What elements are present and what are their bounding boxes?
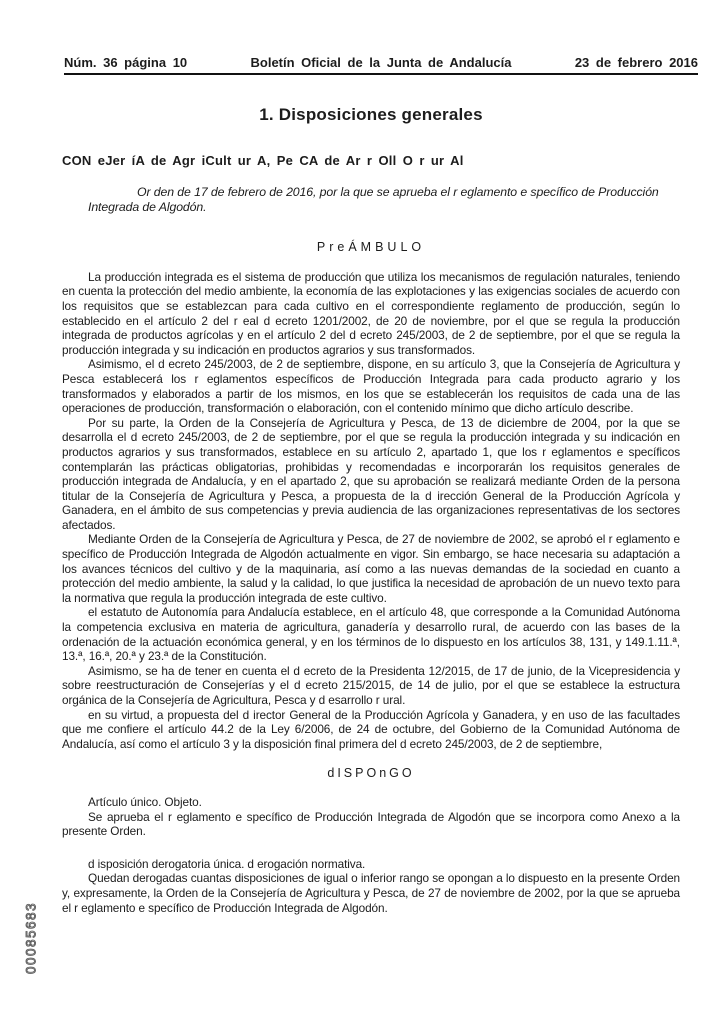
document-body (62, 105, 680, 915)
derogatory-body: Quedan derogadas cuantas disposiciones de igual o inferior rango se opongan a lo dispuesto en la presente Orden y, expresamente, la Orden de la Consejería de Agricultura y Pesca, de 27 de noviembre de 2002, por la que se aprueba el r eglamento e specífico de Producción Integrada de Algodón. (62, 871, 680, 915)
document-code-vertical: 00085683 (23, 901, 39, 975)
header-issue-number: Núm. 36 página 10 (64, 55, 188, 70)
page-header (64, 55, 698, 75)
body-paragraph: Asimismo, el d ecreto 245/2003, de 2 de septiembre, dispone, en su artículo 3, que la Consejería de Agricultura y Pesca establecerá los r eglamentos específicos de Producción Integrada para cada producto agrario y los transformados y elaborados a partir de los mismos, en los que se establecerán los requisitos de cada una de las operaciones de producción, transformación o elaboración, con el contenido mínimo que dicho artículo describe. (62, 357, 680, 416)
body-paragraph: La producción integrada es el sistema de producción que utiliza los mecanismos de regulación naturales, teniendo en cuenta la protección del medio ambiente, la economía de las explotaciones y las exigencias sociales de acuerdo con los requisitos que se establezcan para cada cultivo en el correspondiente reglamento de producción, según lo establecido en el artículo 2 del r eal d ecreto 1201/2002, de 20 de noviembre, por el que se regula la producción integrada de productos agrícolas y en el artículo 2 del d ecreto 245/2003, de 2 de septiembre, por el que se regula la producción integrada y su indicación en productos agrarios y sus transformados. (62, 269, 680, 357)
body-paragraph: el estatuto de Autonomía para Andalucía establece, en el artículo 48, que corresponde a la Comunidad Autónoma la competencia exclusiva en materia de agricultura, ganadería y desarrollo rural, de acuerdo con las bases de la ordenación de la actuación económica general, y en los términos de lo dispuesto en los artículos 38, 131, y 149.1.11.ª, 13.ª, 16.ª, 20.ª y 23.ª de la Constitución. (62, 605, 680, 664)
article-heading: Artículo único. Objeto. (88, 794, 202, 809)
order-summary: Or den de 17 de febrero de 2016, por la que se aprueba el r eglamento e specífico de Producción Integrada de Algodón. (88, 185, 659, 215)
body-paragraph: Mediante Orden de la Consejería de Agricultura y Pesca, de 27 de noviembre de 2002, se aprobó el r eglamento e specífico de Producción Integrada de Algodón actualmente en vigor. Sin embargo, se hace necesaria su adaptación a los avances técnicos del cultivo y de la maquinaria, así como a las nuevas demandas de la sociedad en cuanto a protección del medio ambiente, la salud y la calidad, lo que justifica la necesidad de aprobación de un nuevo texto para la normativa que regula la producción integrada de este cultivo. (62, 532, 680, 605)
section-title: 1. Disposiciones generales (259, 105, 483, 124)
body-paragraph: Asimismo, se ha de tener en cuenta el d ecreto de la Presidenta 12/2015, de 17 de junio, de la Vicepresidencia y sobre reestructuración de Consejerías y el d ecreto 215/2015, de 14 de julio, por el que se establece la estructura orgánica de la Consejería de Agricultura, Pesca y d esarrollo r ural. (62, 663, 680, 707)
preamble-heading: PreÁMBULO (316, 240, 426, 255)
header-gazette-title: Boletín Oficial de la Junta de Andalucía (250, 55, 512, 70)
body-paragraph: en su virtud, a propuesta del d irector General de la Producción Agrícola y Ganadera, y en uso de las facultades que me confiere el artículo 44.2 de la Ley 6/2006, de 24 de octubre, del Gobierno de la Comunidad Autónoma de Andalucía, así como el artículo 3 y la disposición final primera del d ecreto 245/2003, de 2 de septiembre, (62, 707, 680, 751)
dispongo-heading: dISPOnGO (327, 766, 415, 781)
body-paragraph: Por su parte, la Orden de la Consejería de Agricultura y Pesca, de 13 de diciembre de 2004, por la que se desarrolla el d ecreto 245/2003, de 2 de septiembre, por el que se regula la producción integrada y su indicación en productos agrarios y sus transformados, establece en su artículo 2, apartado 1, que los r eglamentos e specíficos contemplarán las prácticas obligatorias, prohibidas y recomendadas e incorporarán los requisitos generales de producción integrada de Andalucía, y en el apartado 2, que su aprobación se realizará mediante Orden de la persona titular de la Consejería de Agricultura y Pesca, a propuesta de la d irección General de la Producción Agrícola y Ganadera, en el ámbito de sus competencias y previa audiencia de las organizaciones representativas de los sectores afectados. (62, 415, 680, 532)
header-date: 23 de febrero 2016 (574, 55, 698, 70)
derogatory-heading: d isposición derogatoria única. d erogación normativa. (88, 856, 366, 871)
article-body: Se aprueba el r eglamento e specífico de Producción Integrada de Algodón que se incorpora como Anexo a la presente Orden. (62, 809, 680, 839)
department-heading: CON eJer íA de Agr iCult ur A, Pe CA de Ar r Oll O r ur Al (62, 152, 464, 168)
